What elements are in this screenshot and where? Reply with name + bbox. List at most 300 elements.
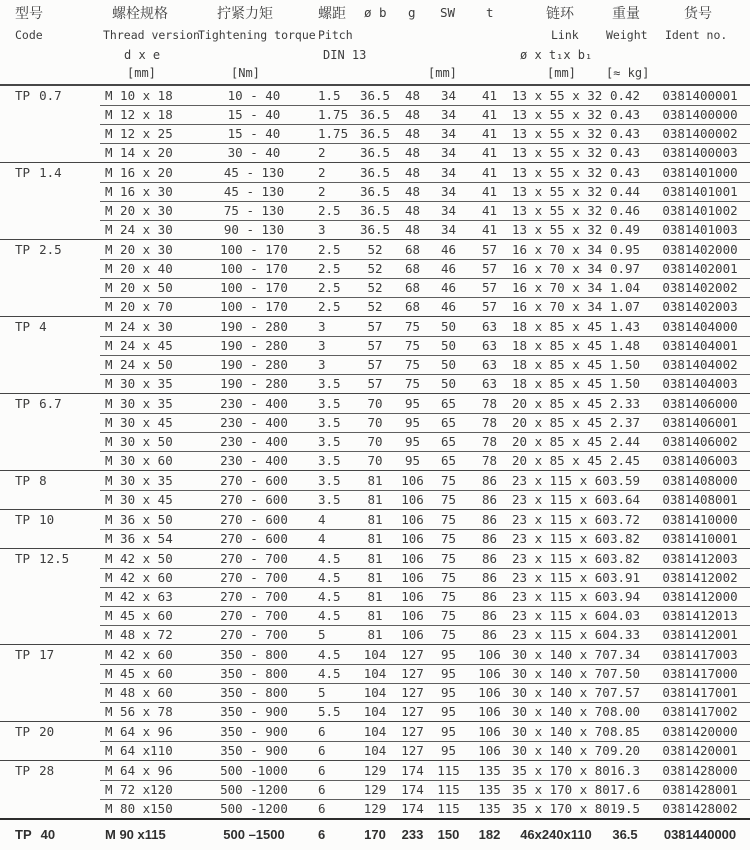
cell-thread: M 14 x 20	[100, 143, 208, 162]
cell-code	[0, 451, 100, 470]
table-row	[0, 297, 750, 316]
cell-dim-g: 174	[395, 799, 430, 818]
col-dim-sw: SW	[440, 5, 456, 20]
cell-dim-g: 48	[395, 182, 430, 201]
cell-ident: 0381412003	[662, 551, 738, 566]
cell-link: 16 x 70 x 34	[512, 280, 603, 295]
spec-group-tp-4	[0, 316, 750, 393]
col-code-en: Code	[15, 28, 43, 42]
cell-pitch: 5	[300, 683, 355, 702]
col-code-zh: 型号	[15, 6, 43, 22]
cell-torque: 15 - 40	[208, 105, 300, 124]
cell-link: 18 x 85 x 45	[512, 376, 603, 391]
cell-dim-g: 75	[395, 374, 430, 393]
cell-dim-sw: 115	[437, 763, 460, 778]
cell-torque: 100 - 170	[208, 278, 300, 297]
cell-pitch: 1.75	[300, 105, 355, 124]
cell-dim-b: 52	[355, 259, 395, 278]
cell-link: 18 x 85 x 45	[512, 357, 603, 372]
cell-dim-t: 182	[478, 827, 501, 842]
table-row	[0, 529, 750, 548]
cell-code	[0, 741, 100, 760]
table-row	[0, 799, 750, 818]
cell-torque: 190 - 280	[208, 336, 300, 355]
cell-dim-g: 233	[401, 827, 424, 842]
cell-code	[0, 529, 100, 548]
cell-ident: 0381428001	[650, 780, 750, 799]
cell-torque: 270 - 700	[220, 551, 288, 566]
cell-code	[0, 182, 100, 201]
table-row	[0, 625, 750, 644]
cell-thread: M 30 x 45	[100, 490, 208, 509]
cell-dim-sw: 75	[430, 529, 467, 548]
cell-dim-b: 81	[355, 587, 395, 606]
cell-dim-t: 135	[478, 763, 501, 778]
cell-weight: 0.95	[609, 242, 641, 257]
cell-weight: 8.85	[609, 724, 641, 739]
cell-pitch: 6	[318, 827, 326, 842]
cell-dim-t: 41	[467, 105, 512, 124]
table-row	[0, 451, 750, 470]
cell-dim-sw: 150	[437, 827, 460, 842]
cell-weight: 2.44	[600, 432, 650, 451]
cell-dim-b: 36.5	[355, 105, 395, 124]
table-row	[0, 201, 750, 220]
cell-weight: 1.04	[600, 278, 650, 297]
cell-dim-g: 127	[395, 683, 430, 702]
cell-link: 30 x 140 x 70	[512, 666, 610, 681]
cell-thread: M 36 x 50	[105, 512, 173, 527]
table-row	[0, 220, 750, 239]
cell-weight: 7.34	[609, 647, 641, 662]
unit-weight-kg: [≈ kg]	[606, 66, 650, 80]
cell-dim-t: 78	[481, 396, 498, 411]
cell-dim-sw: 95	[440, 724, 457, 739]
cell-link: 18 x 85 x 45	[512, 319, 603, 334]
cell-dim-g: 127	[395, 741, 430, 760]
cell-dim-t: 86	[467, 529, 512, 548]
cell-dim-g: 95	[404, 396, 421, 411]
cell-dim-t: 106	[467, 702, 512, 721]
cell-weight: 2.37	[600, 413, 650, 432]
cell-dim-t: 41	[467, 201, 512, 220]
cell-ident: 0381412000	[650, 587, 750, 606]
cell-torque: 350 - 800	[220, 647, 288, 662]
cell-dim-b: 36.5	[359, 88, 391, 103]
cell-link: 13 x 55 x 32	[512, 88, 603, 103]
table-header	[0, 0, 750, 86]
cell-weight: 3.94	[600, 587, 650, 606]
cell-dim-g: 48	[404, 165, 421, 180]
cell-ident: 0381404002	[650, 355, 750, 374]
col-dim-b: ø b	[364, 5, 387, 20]
cell-thread: M 20 x 70	[100, 297, 208, 316]
cell-ident: 0381417000	[650, 664, 750, 683]
cell-code	[0, 510, 100, 529]
cell-torque: 10 - 40	[227, 88, 281, 103]
cell-code	[0, 86, 100, 105]
cell-pitch: 3.5	[300, 490, 355, 509]
cell-link: 13 x 55 x 32	[512, 203, 603, 218]
cell-thread: M 42 x 60	[105, 647, 173, 662]
cell-weight: 0.46	[600, 201, 650, 220]
cell-ident: 0381402002	[650, 278, 750, 297]
cell-dim-g: 48	[395, 220, 430, 239]
cell-thread: M 20 x 30	[100, 201, 208, 220]
cell-torque: 100 - 170	[208, 259, 300, 278]
cell-dim-b: 52	[367, 242, 383, 257]
cell-torque: 350 - 800	[208, 664, 300, 683]
cell-code	[0, 568, 100, 587]
cell-weight: 4.03	[600, 606, 650, 625]
col-pitch-zh: 螺距	[318, 6, 346, 22]
cell-dim-sw: 65	[430, 432, 467, 451]
cell-dim-g: 48	[395, 201, 430, 220]
cell-dim-t: 86	[467, 568, 512, 587]
table-row	[0, 741, 750, 760]
cell-code	[0, 587, 100, 606]
cell-weight: 0.43	[600, 143, 650, 162]
cell-pitch: 6	[318, 724, 326, 739]
cell-dim-b: 170	[364, 827, 386, 842]
unit-torque-nm: [Nm]	[231, 66, 260, 80]
cell-link: 20 x 85 x 45	[512, 453, 603, 468]
cell-thread: M 64 x 96	[105, 763, 173, 778]
cell-code	[0, 625, 100, 644]
table-row	[0, 510, 750, 529]
cell-torque: 500 -1200	[208, 780, 300, 799]
cell-dim-sw: 65	[440, 396, 457, 411]
cell-pitch: 2	[300, 182, 355, 201]
cell-ident: 0381406000	[662, 396, 738, 411]
cell-ident: 0381410001	[650, 529, 750, 548]
spec-group-tp-12.5	[0, 548, 750, 644]
cell-dim-t: 86	[467, 606, 512, 625]
cell-dim-sw: 95	[430, 664, 467, 683]
cell-dim-g: 127	[401, 647, 424, 662]
table-row	[0, 143, 750, 162]
cell-dim-b: 104	[355, 702, 395, 721]
cell-dim-sw: 75	[430, 568, 467, 587]
col-dim-g: g	[408, 5, 416, 20]
col-weight-zh: 重量	[612, 6, 640, 22]
cell-torque: 230 - 400	[208, 432, 300, 451]
cell-ident: 0381408000	[662, 473, 738, 488]
cell-code	[0, 664, 100, 683]
cell-pitch: 5.5	[300, 702, 355, 721]
col-torque-en: Tightening torque	[198, 28, 316, 42]
cell-link: 23 x 115 x 60	[512, 627, 610, 642]
cell-dim-g: 68	[404, 242, 421, 257]
cell-ident: 0381406002	[650, 432, 750, 451]
cell-ident: 0381428002	[650, 799, 750, 818]
cell-dim-b: 57	[355, 336, 395, 355]
table-row	[0, 645, 750, 664]
cell-weight: 17.6	[600, 780, 650, 799]
cell-dim-b: 129	[363, 763, 387, 778]
cell-dim-g: 68	[395, 259, 430, 278]
code-prefix: TP	[15, 88, 31, 103]
table-row	[0, 336, 750, 355]
cell-torque: 270 - 700	[208, 606, 300, 625]
cell-thread: M 42 x 63	[100, 587, 208, 606]
cell-link: 20 x 85 x 45	[512, 415, 603, 430]
cell-weight: 8.00	[600, 702, 650, 721]
code-size: 6.7	[39, 396, 62, 411]
cell-ident: 0381402000	[662, 242, 738, 257]
cell-link: 13 x 55 x 32	[512, 145, 603, 160]
cell-ident: 0381428000	[662, 763, 738, 778]
cell-dim-b: 57	[367, 319, 383, 334]
cell-thread: M 42 x 60	[100, 568, 208, 587]
cell-dim-sw: 75	[430, 490, 467, 509]
cell-weight: 1.07	[600, 297, 650, 316]
cell-pitch: 3	[300, 336, 355, 355]
cell-weight: 1.43	[609, 319, 641, 334]
cell-link: 16 x 70 x 34	[512, 242, 603, 257]
cell-dim-t: 106	[467, 664, 512, 683]
cell-link: 23 x 115 x 60	[512, 531, 610, 546]
cell-dim-sw: 115	[430, 780, 467, 799]
cell-dim-t: 41	[467, 124, 512, 143]
cell-torque: 45 - 130	[208, 182, 300, 201]
cell-link: 13 x 55 x 32	[512, 165, 603, 180]
col-link-sub: ø x t₁x b₁	[520, 48, 593, 62]
cell-torque: 190 - 280	[220, 319, 288, 334]
cell-link: 23 x 115 x 60	[512, 473, 610, 488]
spec-group-tp-0.7	[0, 86, 750, 162]
cell-weight: 7.50	[600, 664, 650, 683]
cell-dim-sw: 50	[430, 336, 467, 355]
cell-dim-t: 63	[467, 374, 512, 393]
cell-weight: 3.64	[600, 490, 650, 509]
col-ident-zh: 货号	[684, 6, 712, 22]
cell-dim-g: 127	[395, 702, 430, 721]
cell-weight: 7.57	[600, 683, 650, 702]
cell-dim-g: 106	[401, 512, 424, 527]
cell-code	[0, 374, 100, 393]
code-size: 20	[39, 724, 55, 739]
cell-code	[0, 702, 100, 721]
cell-thread: M 20 x 30	[105, 242, 173, 257]
cell-ident: 0381406003	[650, 451, 750, 470]
cell-dim-t: 41	[481, 165, 498, 180]
cell-dim-b: 104	[355, 741, 395, 760]
cell-weight: 3.72	[609, 512, 641, 527]
cell-dim-t: 41	[467, 143, 512, 162]
cell-dim-t: 41	[467, 220, 512, 239]
cell-weight: 16.3	[609, 763, 641, 778]
code-size: 28	[39, 763, 55, 778]
cell-code	[0, 490, 100, 509]
cell-dim-sw: 46	[430, 278, 467, 297]
cell-dim-b: 36.5	[355, 220, 395, 239]
cell-link: 46x240x110	[520, 827, 592, 842]
cell-link: 13 x 55 x 32	[512, 222, 603, 237]
cell-ident: 0381420000	[662, 724, 738, 739]
cell-dim-b: 104	[355, 683, 395, 702]
cell-code	[0, 124, 100, 143]
table-row	[0, 820, 750, 850]
cell-dim-sw: 75	[430, 587, 467, 606]
cell-weight: 3.82	[600, 529, 650, 548]
spec-group-tp-40	[0, 818, 750, 850]
cell-weight: 0.43	[600, 124, 650, 143]
col-weight-en: Weight	[606, 28, 648, 42]
cell-dim-sw: 34	[430, 143, 467, 162]
cell-dim-sw: 95	[440, 647, 457, 662]
table-row	[0, 259, 750, 278]
cell-ident: 0381400003	[650, 143, 750, 162]
cell-dim-b: 52	[355, 297, 395, 316]
table-row	[0, 432, 750, 451]
cell-thread: M 30 x 35	[105, 396, 173, 411]
cell-thread: M 45 x 60	[100, 606, 208, 625]
cell-pitch: 2	[300, 143, 355, 162]
cell-thread: M 16 x 30	[100, 182, 208, 201]
cell-link: 30 x 140 x 70	[512, 647, 610, 662]
cell-link: 23 x 115 x 60	[512, 512, 610, 527]
cell-torque: 270 - 600	[220, 512, 288, 527]
cell-ident: 0381400001	[662, 88, 738, 103]
cell-thread: M 56 x 78	[100, 702, 208, 721]
cell-thread: M 24 x 30	[100, 220, 208, 239]
cell-ident: 0381420001	[650, 741, 750, 760]
cell-ident: 0381406001	[650, 413, 750, 432]
col-thread-zh: 螺栓规格	[112, 6, 168, 22]
unit-thread-mm: [mm]	[127, 66, 156, 80]
cell-link: 23 x 115 x 60	[512, 492, 610, 507]
cell-ident: 0381400000	[650, 105, 750, 124]
cell-link: 13 x 55 x 32	[512, 107, 603, 122]
cell-dim-sw: 75	[430, 606, 467, 625]
spec-group-tp-1.4	[0, 162, 750, 239]
cell-dim-sw: 34	[430, 105, 467, 124]
cell-ident: 0381404003	[650, 374, 750, 393]
cell-dim-t: 57	[467, 278, 512, 297]
cell-pitch: 4	[300, 529, 355, 548]
cell-torque: 500 –1500	[223, 827, 285, 842]
cell-dim-b: 36.5	[355, 143, 395, 162]
cell-link: 35 x 170 x 80	[512, 801, 610, 816]
cell-thread: M 48 x 60	[100, 683, 208, 702]
cell-weight: 1.50	[600, 374, 650, 393]
cell-dim-g: 106	[395, 568, 430, 587]
code-prefix: TP	[15, 512, 31, 527]
cell-pitch: 4.5	[300, 664, 355, 683]
cell-dim-sw: 95	[430, 702, 467, 721]
cell-dim-sw: 46	[430, 297, 467, 316]
cell-pitch: 6	[318, 763, 326, 778]
col-thread-sub: d x e	[124, 48, 161, 62]
cell-ident: 0381412001	[650, 625, 750, 644]
cell-pitch: 6	[300, 741, 355, 760]
code-prefix: TP	[15, 827, 32, 842]
cell-torque: 100 - 170	[220, 242, 288, 257]
cell-weight: 0.43	[600, 105, 650, 124]
cell-dim-sw: 34	[440, 165, 457, 180]
cell-dim-t: 63	[481, 319, 498, 334]
cell-dim-b: 70	[355, 451, 395, 470]
cell-ident: 0381410000	[662, 512, 738, 527]
cell-dim-sw: 34	[430, 182, 467, 201]
cell-dim-g: 48	[395, 124, 430, 143]
cell-link: 30 x 140 x 70	[512, 704, 610, 719]
cell-thread: M 12 x 25	[100, 124, 208, 143]
cell-thread: M 30 x 60	[100, 451, 208, 470]
code-size: 4	[39, 319, 47, 334]
cell-dim-g: 48	[395, 105, 430, 124]
cell-thread: M 30 x 50	[100, 432, 208, 451]
cell-torque: 190 - 280	[208, 374, 300, 393]
cell-torque: 350 - 900	[208, 702, 300, 721]
code-prefix: TP	[15, 396, 31, 411]
spec-group-tp-17	[0, 644, 750, 721]
cell-code	[0, 799, 100, 818]
cell-pitch: 4.5	[300, 606, 355, 625]
cell-link: 18 x 85 x 45	[512, 338, 603, 353]
cell-dim-g: 106	[395, 529, 430, 548]
cell-dim-b: 70	[355, 432, 395, 451]
cell-torque: 90 - 130	[208, 220, 300, 239]
cell-dim-t: 78	[467, 413, 512, 432]
cell-dim-g: 106	[401, 551, 424, 566]
table-row	[0, 394, 750, 413]
cell-thread: M 45 x 60	[100, 664, 208, 683]
cell-dim-sw: 46	[430, 259, 467, 278]
cell-dim-sw: 46	[440, 242, 457, 257]
cell-code	[0, 780, 100, 799]
cell-dim-sw: 75	[440, 473, 457, 488]
table-row	[0, 163, 750, 182]
cell-dim-b: 81	[355, 625, 395, 644]
table-row	[0, 490, 750, 509]
col-dim-t: t	[486, 5, 494, 20]
cell-dim-g: 106	[395, 587, 430, 606]
table-row	[0, 606, 750, 625]
table-row	[0, 355, 750, 374]
cell-weight: 0.42	[609, 88, 641, 103]
cell-torque: 30 - 40	[208, 143, 300, 162]
cell-torque: 350 - 800	[208, 683, 300, 702]
cell-dim-t: 41	[467, 182, 512, 201]
cell-thread: M 64 x 96	[105, 724, 173, 739]
cell-dim-g: 48	[404, 88, 421, 103]
cell-dim-t: 106	[467, 683, 512, 702]
cell-dim-sw: 95	[430, 683, 467, 702]
cell-dim-t: 57	[467, 259, 512, 278]
table-row	[0, 780, 750, 799]
cell-torque: 270 - 600	[220, 473, 288, 488]
spec-group-tp-20	[0, 721, 750, 760]
cell-code	[0, 336, 100, 355]
cell-torque: 270 - 600	[208, 529, 300, 548]
table-row	[0, 722, 750, 741]
cell-dim-g: 75	[395, 336, 430, 355]
cell-thread: M 42 x 50	[105, 551, 173, 566]
col-pitch-en: Pitch	[318, 28, 353, 42]
cell-torque: 500 -1200	[208, 799, 300, 818]
cell-link: 35 x 170 x 80	[512, 763, 610, 778]
cell-dim-sw: 34	[430, 201, 467, 220]
cell-ident: 0381412013	[650, 606, 750, 625]
cell-ident: 0381401000	[662, 165, 738, 180]
table-row	[0, 124, 750, 143]
cell-dim-b: 81	[367, 473, 383, 488]
cell-dim-t: 135	[467, 780, 512, 799]
code-size: 1.4	[39, 165, 62, 180]
cell-torque: 100 - 170	[208, 297, 300, 316]
